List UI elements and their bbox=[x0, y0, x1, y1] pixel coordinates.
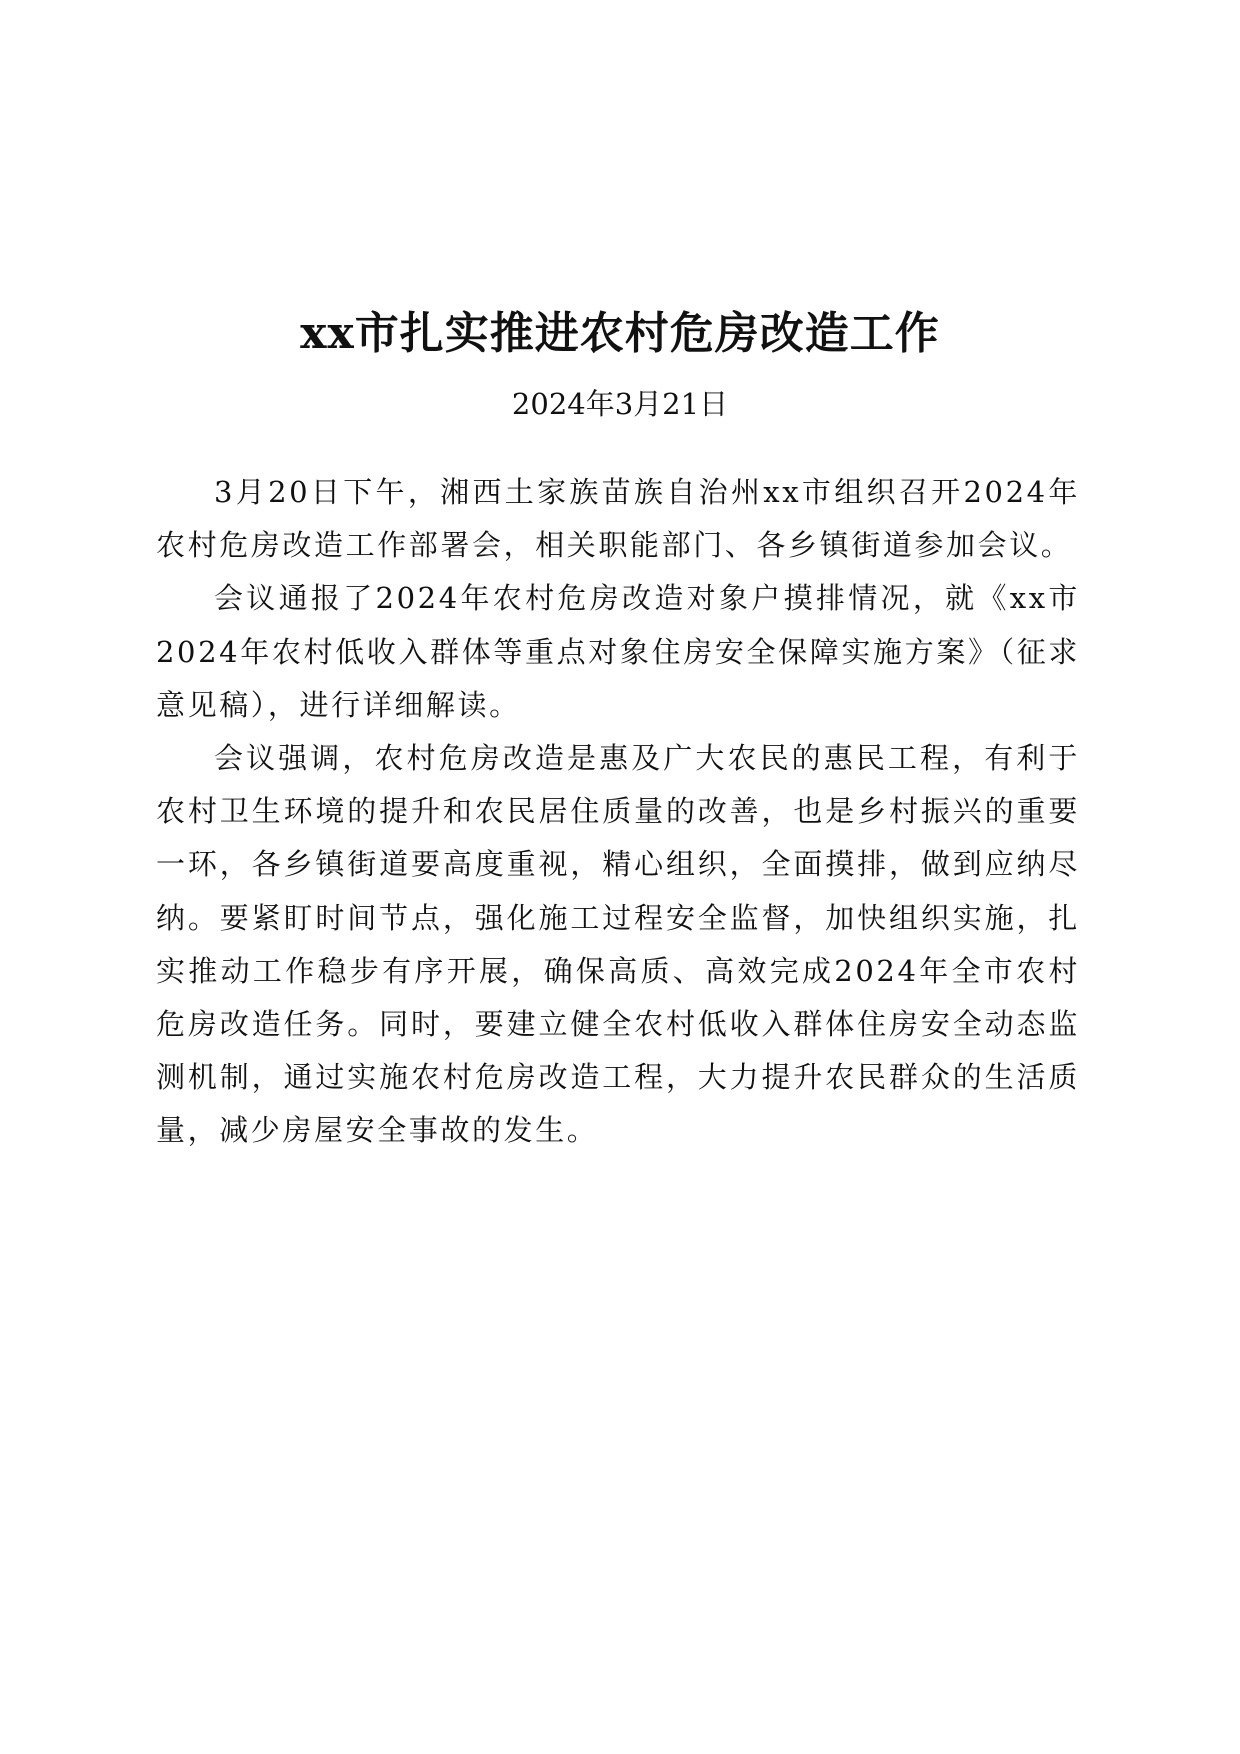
paragraph-1: 3月20日下午，湘西土家族苗族自治州xx市组织召开2024年农村危房改造工作部署会，相关职能部门、各乡镇街道参加会议。 bbox=[156, 475, 1080, 563]
document-body bbox=[156, 466, 1080, 1158]
paragraph-2: 会议通报了2024年农村危房改造对象户摸排情况，就《xx市2024年农村低收入群体等重点对象住房安全保障实施方案》（征求意见稿），进行详细解读。 bbox=[156, 581, 1080, 722]
document-date: 2024年3月21日 bbox=[511, 387, 729, 421]
document-title: xx市扎实推进农村危房改造工作 bbox=[300, 308, 940, 359]
paragraph-3: 会议强调，农村危房改造是惠及广大农民的惠民工程，有利于农村卫生环境的提升和农民居住质量的改善，也是乡村振兴的重要一环，各乡镇街道要高度重视，精心组织，全面摸排，做到应纳尽纳。要紧盯时间节点，强化施工过程安全监督，加快组织实施，扎实推动工作稳步有序开展，确保高质、高效完成2024年全市农村危房改造任务。同时，要建立健全农村低收入群体住房安全动态监测机制，通过实施农村危房改造工程，大力提升农民群众的生活质量，减少房屋安全事故的发生。 bbox=[156, 741, 1080, 1148]
